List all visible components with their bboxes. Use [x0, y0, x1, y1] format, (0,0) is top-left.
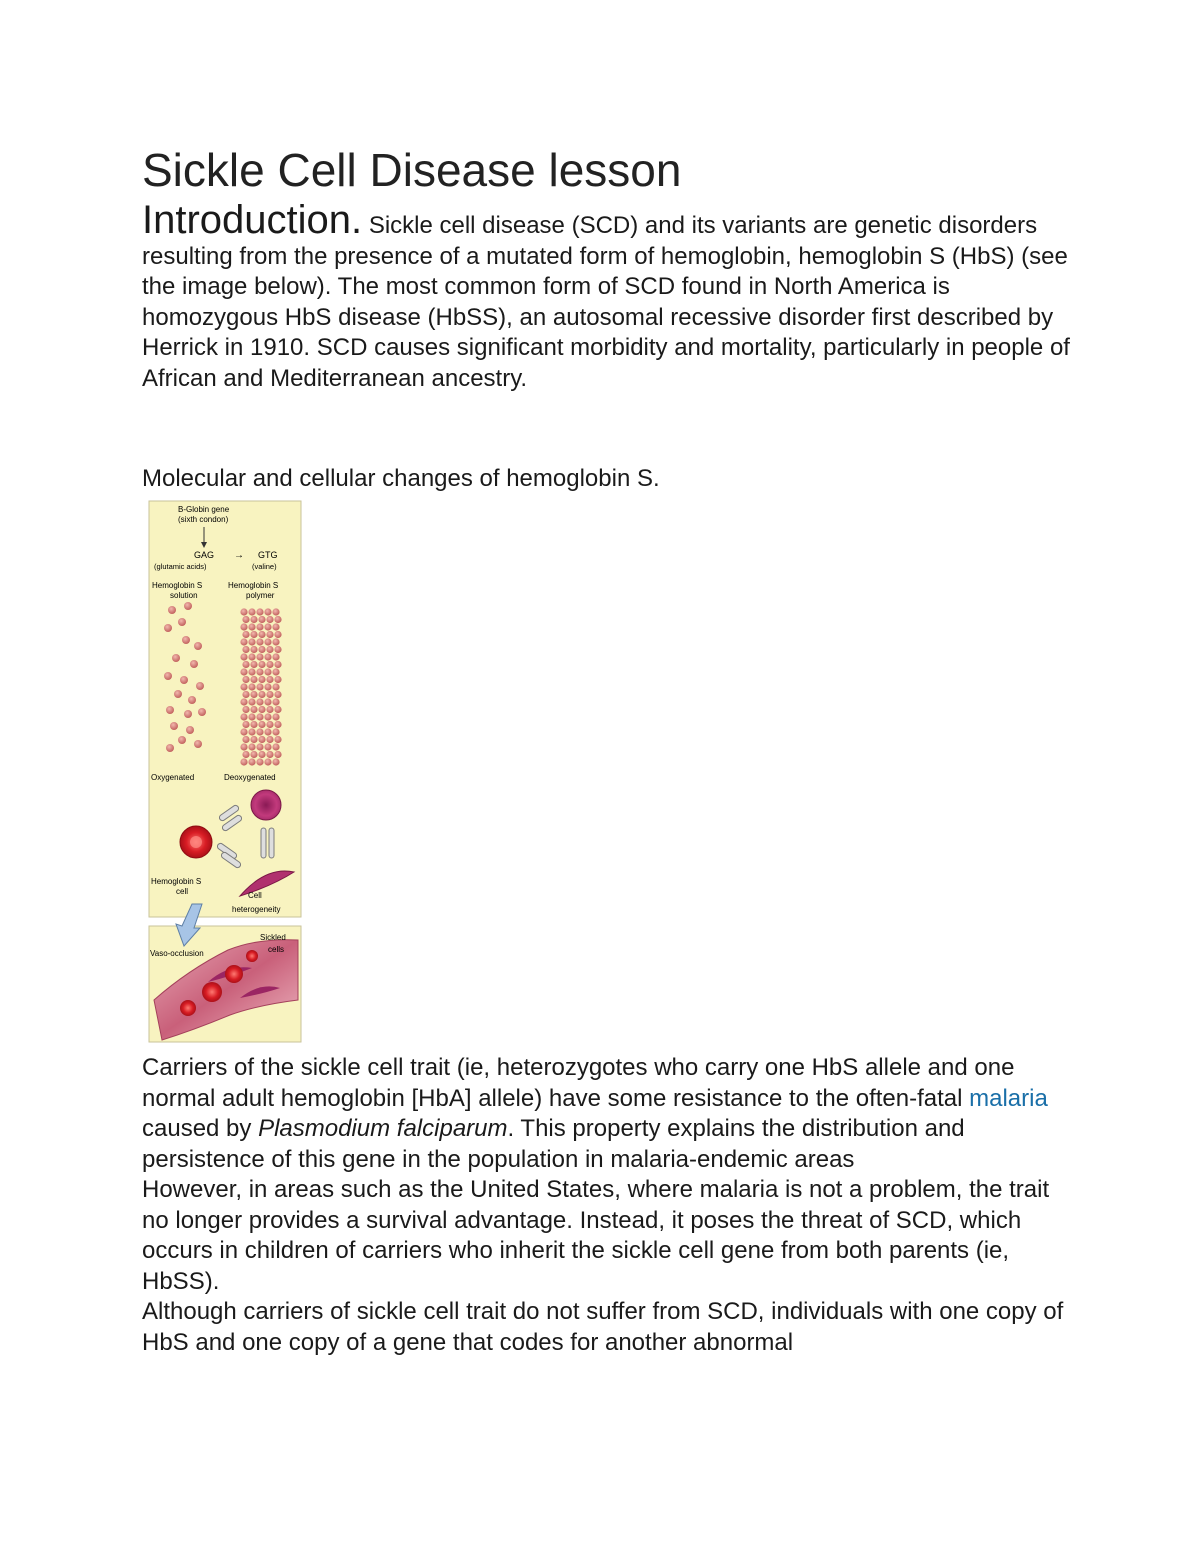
- polymer-bead: [258, 751, 265, 758]
- molecule-dot: [166, 744, 174, 752]
- polymer-bead: [272, 698, 279, 705]
- polymer-bead: [266, 706, 273, 713]
- polymer-bead: [274, 691, 281, 698]
- polymer-bead: [242, 646, 249, 653]
- polymer-bead: [256, 653, 263, 660]
- oxygenated-label: Oxygenated: [151, 773, 195, 782]
- polymer-bead: [274, 616, 281, 623]
- polymer-bead: [256, 743, 263, 750]
- polymer-bead: [272, 668, 279, 675]
- polymer-bead: [250, 736, 257, 743]
- polymer-bead: [250, 661, 257, 668]
- gene-label-2: (sixth condon): [178, 515, 229, 524]
- heterogeneity-label-1: Cell: [248, 891, 262, 900]
- polymer-bead: [240, 698, 247, 705]
- polymer-bead: [272, 728, 279, 735]
- polymer-bead: [250, 706, 257, 713]
- polymer-bead: [272, 683, 279, 690]
- hemoglobin-s-figure: [148, 500, 303, 1043]
- vessel-red-cell-3: [180, 1000, 196, 1016]
- polymer-bead: [258, 631, 265, 638]
- vessel-red-cell-4: [246, 950, 258, 962]
- polymer-bead: [248, 653, 255, 660]
- polymer-bead: [248, 638, 255, 645]
- molecule-dot: [194, 740, 202, 748]
- polymer-bead: [256, 713, 263, 720]
- polymer-bead: [242, 736, 249, 743]
- polymer-bead: [258, 706, 265, 713]
- polymer-bead: [256, 683, 263, 690]
- molecule-dot: [198, 708, 206, 716]
- polymer-bead: [264, 653, 271, 660]
- plasmodium-name: Plasmodium falciparum: [258, 1115, 508, 1142]
- molecule-dot: [178, 736, 186, 744]
- malaria-link[interactable]: malaria: [969, 1084, 1048, 1112]
- polymer-bead: [272, 758, 279, 765]
- codon-from-sub: (glutamic acids): [154, 562, 207, 571]
- molecule-dot: [196, 682, 204, 690]
- polymer-bead: [272, 713, 279, 720]
- polymer-bead: [272, 638, 279, 645]
- polymer-bead: [258, 721, 265, 728]
- page-title: Sickle Cell Disease lesson: [142, 144, 682, 196]
- carriers-text-c: . This property explains the distribution and persistence of this gene in the population in malaria-endemic areas: [142, 1115, 965, 1173]
- polymer-bead: [266, 691, 273, 698]
- codon-from: GAG: [194, 550, 215, 560]
- carriers-text-a: Carriers of the sickle cell trait (ie, heterozygotes who carry one HbS allele and one normal adult hemoglobin [HbA] allele) have some resistance to the often-fatal: [142, 1054, 1015, 1112]
- polymer-bead: [258, 646, 265, 653]
- polymer-bead: [266, 721, 273, 728]
- molecule-dot: [170, 722, 178, 730]
- polymer-bead: [264, 608, 271, 615]
- hbs-cell-label-1: Hemoglobin S: [151, 877, 202, 886]
- polymer-bead: [274, 661, 281, 668]
- polymer-bead: [274, 676, 281, 683]
- polymer-bead: [250, 751, 257, 758]
- polymer-bead: [274, 631, 281, 638]
- polymer-bead: [272, 743, 279, 750]
- polymer-bead: [240, 713, 247, 720]
- vessel-red-cell-1: [225, 965, 243, 983]
- molecule-dot: [180, 676, 188, 684]
- polymer-bead: [258, 661, 265, 668]
- polymer-bead: [272, 653, 279, 660]
- polymer-bead: [250, 721, 257, 728]
- polymer-bead: [256, 638, 263, 645]
- polymer-bead: [258, 616, 265, 623]
- gene-label-1: B-Globin gene: [178, 505, 230, 514]
- polymer-bead: [272, 608, 279, 615]
- vaso-label: Vaso-occlusion: [150, 949, 204, 958]
- codon-arrow: →: [234, 550, 244, 561]
- polymer-bead: [264, 743, 271, 750]
- paragraph-carriers: [142, 1053, 1072, 1175]
- polymer-bead: [242, 706, 249, 713]
- polymer-bead: [266, 646, 273, 653]
- carriers-text-b: caused by: [142, 1115, 259, 1142]
- molecule-dot: [168, 606, 176, 614]
- polymer-bead: [266, 751, 273, 758]
- polymer-label-2: polymer: [246, 591, 275, 600]
- solution-label-2: solution: [170, 591, 198, 600]
- polymer-bead: [242, 631, 249, 638]
- figure-caption: Molecular and cellular changes of hemoglobin S.: [142, 465, 660, 492]
- polymer-bead: [256, 623, 263, 630]
- codon-to: GTG: [258, 550, 278, 560]
- molecule-dot: [184, 602, 192, 610]
- polymer-bead: [240, 668, 247, 675]
- solution-label-1: Hemoglobin S: [152, 581, 203, 590]
- paragraph-although: Although carriers of sickle cell trait do not suffer from SCD, individuals with one copy of HbS and one copy of a gene that codes for another abnormal: [142, 1298, 1064, 1356]
- hbs-cell-label-2: cell: [176, 887, 189, 896]
- molecule-dot: [184, 710, 192, 718]
- codon-to-sub: (valine): [252, 562, 277, 571]
- polymer-bead: [264, 668, 271, 675]
- polymer-bead: [242, 691, 249, 698]
- molecule-dot: [174, 690, 182, 698]
- polymer-bead: [242, 751, 249, 758]
- polymer-bead: [240, 743, 247, 750]
- polymer-bead: [266, 661, 273, 668]
- polymer-bead: [272, 623, 279, 630]
- polymer-bead: [264, 698, 271, 705]
- polymer-bead: [266, 736, 273, 743]
- body-text: [142, 1053, 1072, 1358]
- intro-heading: Introduction.: [142, 198, 363, 242]
- polymer-bead: [248, 698, 255, 705]
- polymer-label-1: Hemoglobin S: [228, 581, 279, 590]
- polymer-bead: [240, 683, 247, 690]
- polymer-bead: [256, 758, 263, 765]
- molecule-dot: [190, 660, 198, 668]
- polymer-bead: [248, 758, 255, 765]
- polymer-bead: [264, 713, 271, 720]
- polymer-bead: [264, 728, 271, 735]
- polymer-bead: [250, 676, 257, 683]
- polymer-bead: [274, 721, 281, 728]
- sickled-label-2: cells: [268, 945, 285, 954]
- polymer-bead: [242, 721, 249, 728]
- molecule-dot: [166, 706, 174, 714]
- molecule-dot: [182, 636, 190, 644]
- polymer-bead: [242, 661, 249, 668]
- molecule-dot: [164, 624, 172, 632]
- molecule-dot: [178, 618, 186, 626]
- polymer-bead: [250, 646, 257, 653]
- polymer-bead: [240, 638, 247, 645]
- polymer-bead: [248, 728, 255, 735]
- vessel-red-cell-2: [202, 982, 222, 1002]
- intro-paragraph: [142, 200, 1072, 394]
- polymer-bead: [258, 736, 265, 743]
- polymer-bead: [264, 683, 271, 690]
- polymer-bead: [266, 616, 273, 623]
- polymer-bead: [256, 728, 263, 735]
- polymer-bead: [264, 638, 271, 645]
- polymer-bead: [274, 736, 281, 743]
- polymer-bead: [240, 728, 247, 735]
- molecule-dot: [194, 642, 202, 650]
- polymer-bead: [240, 653, 247, 660]
- polymer-bead: [266, 676, 273, 683]
- molecule-dot: [164, 672, 172, 680]
- heterogeneity-label-2: heterogeneity: [232, 905, 281, 914]
- polymer-bead: [240, 623, 247, 630]
- polymer-bead: [248, 683, 255, 690]
- polymer-bead: [250, 691, 257, 698]
- polymer-bead: [248, 668, 255, 675]
- polymer-bead: [256, 668, 263, 675]
- paragraph-united-states: However, in areas such as the United States, where malaria is not a problem, the trait no longer provides a survival advantage. Instead, it poses the threat of SCD, which occurs in children of carriers who inherit the sickle cell gene from both parents (ie, HbSS).: [142, 1176, 1050, 1295]
- polymer-bead: [250, 616, 257, 623]
- polymer-bead: [256, 608, 263, 615]
- polymer-bead: [258, 676, 265, 683]
- polymer-bead: [248, 743, 255, 750]
- polymer-bead: [274, 646, 281, 653]
- deoxygenated-label: Deoxygenated: [224, 773, 276, 782]
- polymer-bead: [248, 713, 255, 720]
- polymer-bead: [250, 631, 257, 638]
- polymer-bead: [248, 608, 255, 615]
- molecule-dot: [188, 696, 196, 704]
- sickled-label-1: Sickled: [260, 933, 286, 942]
- polymer-bead: [274, 706, 281, 713]
- polymer-bead: [264, 623, 271, 630]
- polymer-bead: [258, 691, 265, 698]
- polymer-bead: [266, 631, 273, 638]
- polymer-bead: [264, 758, 271, 765]
- polymer-bead: [242, 616, 249, 623]
- polymer-bead: [256, 698, 263, 705]
- polymer-bead: [274, 751, 281, 758]
- normal-red-cell-center: [190, 836, 202, 848]
- molecule-dot: [172, 654, 180, 662]
- polymer-bead: [240, 608, 247, 615]
- polymer-bead: [240, 758, 247, 765]
- deoxygenated-cell: [251, 790, 281, 820]
- polymer-bead: [242, 676, 249, 683]
- intro-text: Sickle cell disease (SCD) and its variants are genetic disorders resulting from the presence of a mutated form of hemoglobin, hemoglobin S (HbS) (see the image below). The most common form of SCD found in North America is homozygous HbS disease (HbSS), an autosomal recessive disorder first described by Herrick in 1910. SCD causes significant morbidity and mortality, particularly in people of African and Mediterranean ancestry.: [142, 212, 1070, 392]
- molecule-dot: [186, 726, 194, 734]
- polymer-bead: [248, 623, 255, 630]
